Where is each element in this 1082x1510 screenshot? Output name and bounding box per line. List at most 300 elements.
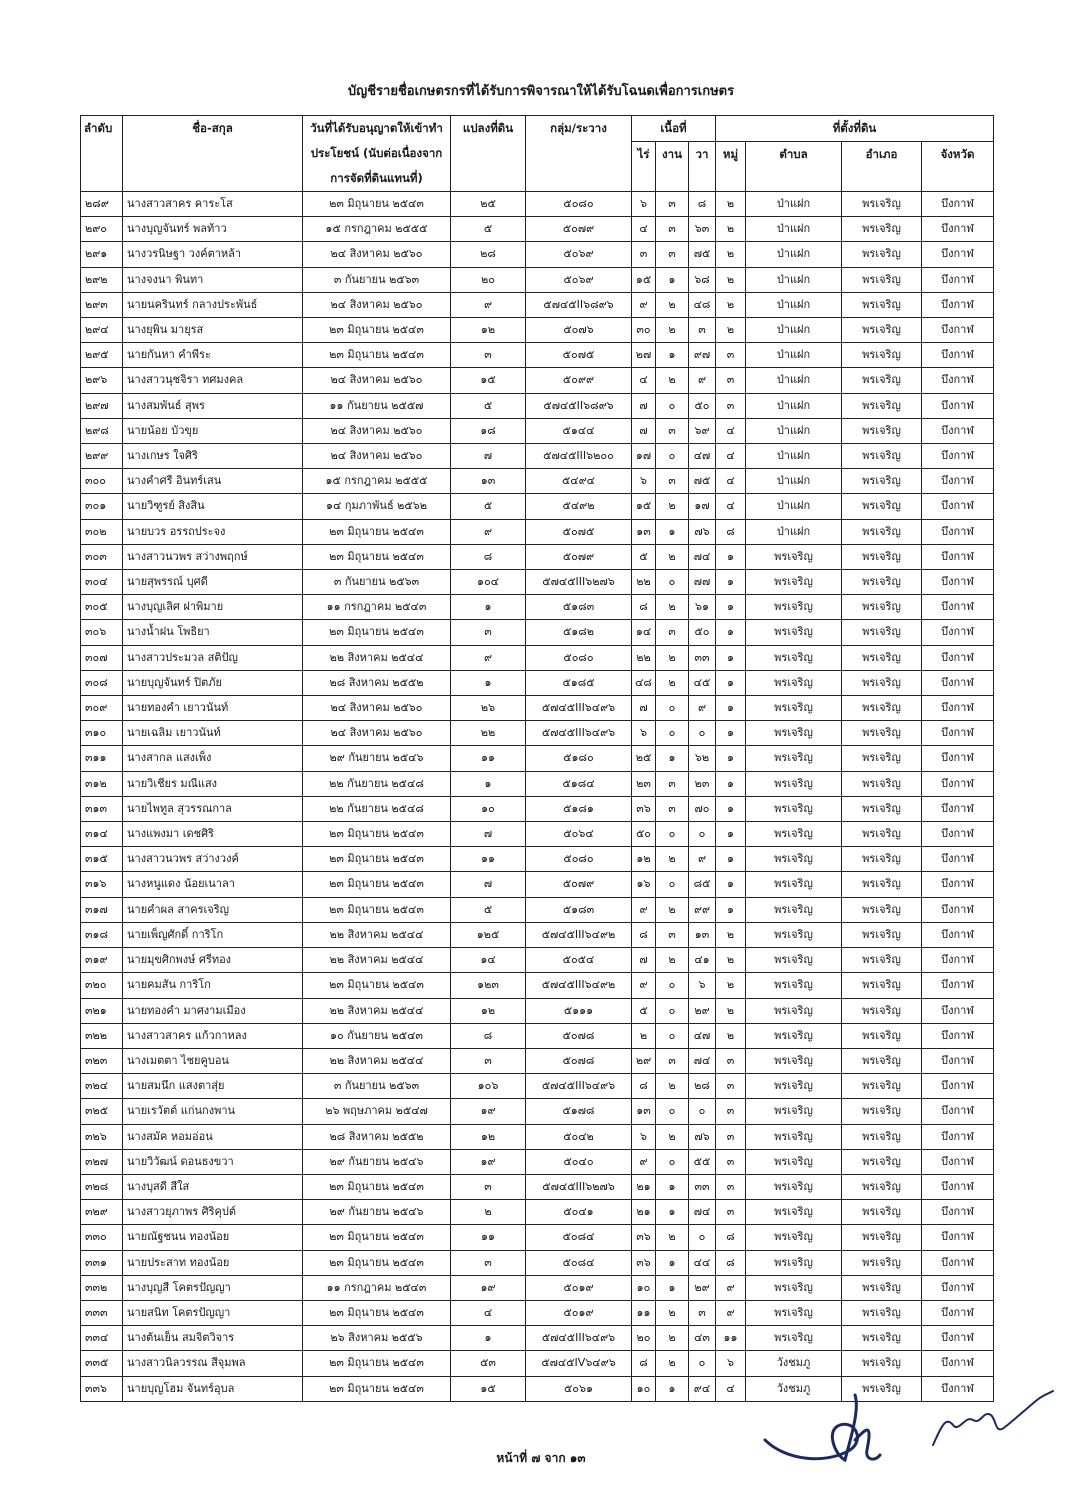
location-province: บึงกาฬ xyxy=(922,494,994,519)
location-province: บึงกาฬ xyxy=(922,645,994,670)
area-ngan: ๑ xyxy=(656,343,689,368)
location-tambon: พรเจริญ xyxy=(746,544,842,569)
location-province: บึงกาฬ xyxy=(922,872,994,897)
plot-number: ๓ xyxy=(451,343,526,368)
row-number: ๓๒๓ xyxy=(81,1048,123,1073)
area-rai: ๖ xyxy=(632,469,656,494)
plot-number: ๑ xyxy=(451,1326,526,1351)
plot-number: ๑๒๓ xyxy=(451,973,526,998)
location-moo: ๑ xyxy=(716,570,746,595)
area-ngan: ๒ xyxy=(656,948,689,973)
area-wa: ๙ xyxy=(689,696,716,721)
row-number: ๓๒๗ xyxy=(81,1149,123,1174)
location-amphoe: พรเจริญ xyxy=(842,670,922,695)
permit-date: ๒๓ มิถุนายน ๒๕๔๓ xyxy=(303,897,451,922)
row-number: ๓๐๑ xyxy=(81,494,123,519)
area-ngan: ๒ xyxy=(656,368,689,393)
group-sheet: ๕๗๔๕III๖๔๙๖ xyxy=(526,1074,632,1099)
location-moo: ๑๑ xyxy=(716,1326,746,1351)
area-ngan: ๓ xyxy=(656,1048,689,1073)
farmer-name: นางต้นเย็น สมจิตวิจาร xyxy=(123,1326,303,1351)
permit-date: ๒๙ กันยายน ๒๕๔๖ xyxy=(303,1200,451,1225)
farmer-name: นางบุสดี สีใส xyxy=(123,1174,303,1199)
plot-number: ๒๖ xyxy=(451,696,526,721)
area-wa: ๗๕ xyxy=(689,469,716,494)
area-wa: ๖๘ xyxy=(689,267,716,292)
row-number: ๒๙๐ xyxy=(81,217,123,242)
location-amphoe: พรเจริญ xyxy=(842,318,922,343)
row-number: ๓๐๘ xyxy=(81,670,123,695)
area-ngan: ๐ xyxy=(656,444,689,469)
area-ngan: ๐ xyxy=(656,570,689,595)
location-amphoe: พรเจริญ xyxy=(842,771,922,796)
farmer-name: นายวิวัฒน์ ดอนธงขวา xyxy=(123,1149,303,1174)
location-tambon: พรเจริญ xyxy=(746,645,842,670)
area-rai: ๕ xyxy=(632,544,656,569)
group-sheet: ๕๗๔๕III๖๒๗๖ xyxy=(526,570,632,595)
signature-mark-2 xyxy=(925,1385,1060,1455)
permit-date: ๒๔ สิงหาคม ๒๕๖๐ xyxy=(303,368,451,393)
farmer-name: นางแพงมา เดชศิริ xyxy=(123,822,303,847)
row-number: ๓๑๔ xyxy=(81,822,123,847)
group-sheet: ๕๐๖๑ xyxy=(526,1376,632,1401)
row-number: ๓๐๐ xyxy=(81,469,123,494)
location-province: บึงกาฬ xyxy=(922,1048,994,1073)
area-wa: ๔๓ xyxy=(689,1326,716,1351)
row-number: ๓๑๙ xyxy=(81,948,123,973)
location-tambon: ป่าแฝก xyxy=(746,393,842,418)
area-wa: ๔๔ xyxy=(689,1250,716,1275)
row-number: ๓๑๐ xyxy=(81,721,123,746)
area-wa: ๐ xyxy=(689,721,716,746)
group-sheet: ๕๐๗๘ xyxy=(526,1048,632,1073)
location-moo: ๒ xyxy=(716,267,746,292)
plot-number: ๙ xyxy=(451,645,526,670)
permit-date: ๓ กันยายน ๒๕๖๓ xyxy=(303,570,451,595)
group-sheet: ๕๑๘๐ xyxy=(526,746,632,771)
permit-date: ๒๓ มิถุนายน ๒๕๔๓ xyxy=(303,1174,451,1199)
permit-date: ๒๓ มิถุนายน ๒๕๔๓ xyxy=(303,343,451,368)
table-row xyxy=(81,1149,994,1174)
area-wa: ๔๗ xyxy=(689,444,716,469)
group-sheet: ๕๐๘๐ xyxy=(526,847,632,872)
area-wa: ๔๑ xyxy=(689,948,716,973)
permit-date: ๒๓ มิถุนายน ๒๕๔๓ xyxy=(303,1376,451,1401)
location-amphoe: พรเจริญ xyxy=(842,1300,922,1325)
location-amphoe: พรเจริญ xyxy=(842,948,922,973)
area-ngan: ๐ xyxy=(656,822,689,847)
location-amphoe: พรเจริญ xyxy=(842,469,922,494)
table-row xyxy=(81,1275,994,1300)
plot-number: ๗ xyxy=(451,872,526,897)
plot-number: ๑๒ xyxy=(451,998,526,1023)
area-rai: ๙ xyxy=(632,292,656,317)
location-tambon: ป่าแฝก xyxy=(746,368,842,393)
permit-date: ๒๖ พฤษภาคม ๒๕๔๗ xyxy=(303,1099,451,1124)
plot-number: ๒๐ xyxy=(451,267,526,292)
area-ngan: ๒ xyxy=(656,318,689,343)
table-row xyxy=(81,620,994,645)
header-location: ที่ตั้งที่ดิน xyxy=(716,116,994,142)
permit-date: ๒๒ สิงหาคม ๒๕๔๔ xyxy=(303,998,451,1023)
area-rai: ๗ xyxy=(632,393,656,418)
farmer-name: นายสุพรรณ์ บุศดี xyxy=(123,570,303,595)
header-area: เนื้อที่ xyxy=(632,116,716,142)
area-wa: ๗๖ xyxy=(689,519,716,544)
area-wa: ๙๗ xyxy=(689,343,716,368)
location-province: บึงกาฬ xyxy=(922,1149,994,1174)
location-moo: ๓ xyxy=(716,1074,746,1099)
location-tambon: พรเจริญ xyxy=(746,872,842,897)
location-amphoe: พรเจริญ xyxy=(842,872,922,897)
row-number: ๓๑๕ xyxy=(81,847,123,872)
location-amphoe: พรเจริญ xyxy=(842,544,922,569)
location-amphoe: พรเจริญ xyxy=(842,418,922,443)
group-sheet: ๕๔๙๒ xyxy=(526,494,632,519)
location-moo: ๒ xyxy=(716,1023,746,1048)
area-ngan: ๒ xyxy=(656,544,689,569)
area-wa: ๖๙ xyxy=(689,418,716,443)
plot-number: ๕ xyxy=(451,897,526,922)
plot-number: ๑๙ xyxy=(451,1275,526,1300)
plot-number: ๕ xyxy=(451,393,526,418)
plot-number: ๑ xyxy=(451,670,526,695)
location-amphoe: พรเจริญ xyxy=(842,1275,922,1300)
permit-date: ๒๒ กันยายน ๒๕๔๘ xyxy=(303,771,451,796)
group-sheet: ๕๐๗๙ xyxy=(526,217,632,242)
permit-date: ๒๒ สิงหาคม ๒๕๔๔ xyxy=(303,1048,451,1073)
location-province: บึงกาฬ xyxy=(922,670,994,695)
location-province: บึงกาฬ xyxy=(922,368,994,393)
row-number: ๓๐๖ xyxy=(81,620,123,645)
area-ngan: ๑ xyxy=(656,1174,689,1199)
table-row xyxy=(81,1300,994,1325)
location-tambon: พรเจริญ xyxy=(746,1048,842,1073)
location-moo: ๙ xyxy=(716,1275,746,1300)
area-ngan: ๓ xyxy=(656,242,689,267)
location-tambon: พรเจริญ xyxy=(746,1250,842,1275)
area-rai: ๒๒ xyxy=(632,570,656,595)
plot-number: ๑๒ xyxy=(451,1124,526,1149)
document-title: บัญชีรายชื่อเกษตรกรที่ได้รับการพิจารณาให้ได้รับโฉนดเพื่อการเกษตร xyxy=(347,84,735,99)
farmer-name: นายวิฑูรย์ สิงสิน xyxy=(123,494,303,519)
location-province: บึงกาฬ xyxy=(922,393,994,418)
area-rai: ๒ xyxy=(632,1023,656,1048)
area-ngan: ๐ xyxy=(656,1099,689,1124)
location-moo: ๒ xyxy=(716,292,746,317)
farmer-name: นายนครินทร์ กลางประพันธ์ xyxy=(123,292,303,317)
area-wa: ๘ xyxy=(689,192,716,217)
table-row xyxy=(81,670,994,695)
location-amphoe: พรเจริญ xyxy=(842,519,922,544)
location-tambon: ป่าแฝก xyxy=(746,192,842,217)
farmer-name: นายคำผล สาครเจริญ xyxy=(123,897,303,922)
row-number: ๒๙๙ xyxy=(81,444,123,469)
group-sheet: ๕๐๘๐ xyxy=(526,192,632,217)
location-amphoe: พรเจริญ xyxy=(842,217,922,242)
area-wa: ๒๙ xyxy=(689,1275,716,1300)
plot-number: ๑๐๖ xyxy=(451,1074,526,1099)
plot-number: ๕ xyxy=(451,217,526,242)
area-rai: ๗ xyxy=(632,418,656,443)
location-moo: ๑ xyxy=(716,872,746,897)
group-sheet: ๕๗๔๕III๖๔๙๖ xyxy=(526,1326,632,1351)
location-province: บึงกาฬ xyxy=(922,1225,994,1250)
farmer-name: นางสาวประมวล สติปัญ xyxy=(123,645,303,670)
plot-number: ๓ xyxy=(451,1048,526,1073)
location-province: บึงกาฬ xyxy=(922,620,994,645)
table-row xyxy=(81,822,994,847)
area-rai: ๒๓ xyxy=(632,771,656,796)
location-moo: ๑ xyxy=(716,796,746,821)
permit-date: ๑๑ กรกฎาคม ๒๕๔๓ xyxy=(303,595,451,620)
farmer-name: นายสนิท โคตรปัญญา xyxy=(123,1300,303,1325)
area-wa: ๔๘ xyxy=(689,292,716,317)
plot-number: ๕๓ xyxy=(451,1351,526,1376)
group-sheet: ๕๐๑๙ xyxy=(526,1275,632,1300)
location-moo: ๔ xyxy=(716,1376,746,1401)
area-rai: ๖ xyxy=(632,1124,656,1149)
permit-date: ๑๔ กุมภาพันธ์ ๒๕๖๒ xyxy=(303,494,451,519)
location-tambon: พรเจริญ xyxy=(746,670,842,695)
group-sheet: ๕๐๗๙ xyxy=(526,544,632,569)
permit-date: ๒๓ มิถุนายน ๒๕๔๓ xyxy=(303,822,451,847)
location-amphoe: พรเจริญ xyxy=(842,1326,922,1351)
location-tambon: ป่าแฝก xyxy=(746,217,842,242)
plot-number: ๑๒๕ xyxy=(451,922,526,947)
area-wa: ๗๖ xyxy=(689,1124,716,1149)
location-moo: ๙ xyxy=(716,1300,746,1325)
plot-number: ๑๒ xyxy=(451,318,526,343)
table-row xyxy=(81,1099,994,1124)
area-wa: ๙ xyxy=(689,847,716,872)
location-moo: ๔ xyxy=(716,494,746,519)
location-amphoe: พรเจริญ xyxy=(842,494,922,519)
table-row xyxy=(81,544,994,569)
area-wa: ๙ xyxy=(689,368,716,393)
location-amphoe: พรเจริญ xyxy=(842,192,922,217)
area-wa: ๙๙ xyxy=(689,897,716,922)
group-sheet: ๕๑๘๕ xyxy=(526,670,632,695)
area-rai: ๕ xyxy=(632,998,656,1023)
row-number: ๓๐๓ xyxy=(81,544,123,569)
location-amphoe: พรเจริญ xyxy=(842,1124,922,1149)
location-moo: ๒ xyxy=(716,948,746,973)
table-row xyxy=(81,973,994,998)
location-province: บึงกาฬ xyxy=(922,544,994,569)
location-amphoe: พรเจริญ xyxy=(842,1149,922,1174)
group-sheet: ๕๗๔๕III๖๒๗๖ xyxy=(526,1174,632,1199)
row-number: ๓๓๓ xyxy=(81,1300,123,1325)
location-province: บึงกาฬ xyxy=(922,1023,994,1048)
row-number: ๒๙๕ xyxy=(81,343,123,368)
table-row xyxy=(81,1200,994,1225)
location-province: บึงกาฬ xyxy=(922,1351,994,1376)
location-amphoe: พรเจริญ xyxy=(842,1200,922,1225)
location-tambon: พรเจริญ xyxy=(746,1275,842,1300)
location-moo: ๑ xyxy=(716,771,746,796)
permit-date: ๒๓ มิถุนายน ๒๕๔๓ xyxy=(303,872,451,897)
location-tambon: ป่าแฝก xyxy=(746,444,842,469)
location-moo: ๒ xyxy=(716,192,746,217)
location-amphoe: พรเจริญ xyxy=(842,1023,922,1048)
location-tambon: พรเจริญ xyxy=(746,897,842,922)
permit-date: ๑๕ กรกฎาคม ๒๕๕๕ xyxy=(303,469,451,494)
location-province: บึงกาฬ xyxy=(922,242,994,267)
table-row xyxy=(81,696,994,721)
table-row xyxy=(81,771,994,796)
location-moo: ๑ xyxy=(716,847,746,872)
table-row xyxy=(81,1225,994,1250)
location-amphoe: พรเจริญ xyxy=(842,368,922,393)
location-tambon: พรเจริญ xyxy=(746,1225,842,1250)
farmer-name: นายบวร อรรถประจง xyxy=(123,519,303,544)
location-province: บึงกาฬ xyxy=(922,1174,994,1199)
location-province: บึงกาฬ xyxy=(922,1376,994,1401)
area-rai: ๙ xyxy=(632,973,656,998)
location-tambon: พรเจริญ xyxy=(746,620,842,645)
area-wa: ๕๐ xyxy=(689,620,716,645)
location-tambon: พรเจริญ xyxy=(746,998,842,1023)
permit-date: ๒๒ สิงหาคม ๒๕๔๔ xyxy=(303,922,451,947)
area-ngan: ๒ xyxy=(656,645,689,670)
area-wa: ๓ xyxy=(689,1300,716,1325)
location-province: บึงกาฬ xyxy=(922,796,994,821)
area-rai: ๑๖ xyxy=(632,872,656,897)
plot-number: ๑ xyxy=(451,595,526,620)
location-tambon: ป่าแฝก xyxy=(746,519,842,544)
area-rai: ๒๗ xyxy=(632,343,656,368)
location-province: บึงกาฬ xyxy=(922,192,994,217)
location-province: บึงกาฬ xyxy=(922,1074,994,1099)
location-tambon: ป่าแฝก xyxy=(746,292,842,317)
farmer-name: นางบุญเลิศ ฝาพิมาย xyxy=(123,595,303,620)
group-sheet: ๕๐๖๔ xyxy=(526,822,632,847)
permit-date: ๒๔ สิงหาคม ๒๕๖๐ xyxy=(303,721,451,746)
table-row xyxy=(81,217,994,242)
table-row xyxy=(81,368,994,393)
header-date: วันที่ได้รับอนุญาตให้เข้าทำประโยชน์ (นับต่อเนื่องจากการจัดที่ดินแทนที่) xyxy=(303,116,451,192)
location-amphoe: พรเจริญ xyxy=(842,1250,922,1275)
location-moo: ๓ xyxy=(716,1200,746,1225)
location-moo: ๑ xyxy=(716,595,746,620)
location-province: บึงกาฬ xyxy=(922,469,994,494)
group-sheet: ๕๐๔๑ xyxy=(526,1200,632,1225)
area-ngan: ๑ xyxy=(656,519,689,544)
area-rai: ๑๑ xyxy=(632,1300,656,1325)
area-rai: ๒๑ xyxy=(632,1174,656,1199)
plot-number: ๑๑ xyxy=(451,847,526,872)
table-row xyxy=(81,469,994,494)
table-row xyxy=(81,1074,994,1099)
row-number: ๓๒๘ xyxy=(81,1174,123,1199)
permit-date: ๒๓ มิถุนายน ๒๕๔๓ xyxy=(303,318,451,343)
plot-number: ๓ xyxy=(451,1250,526,1275)
row-number: ๓๑๒ xyxy=(81,771,123,796)
row-number: ๒๙๗ xyxy=(81,393,123,418)
area-rai: ๑๓ xyxy=(632,519,656,544)
table-row xyxy=(81,318,994,343)
group-sheet: ๕๑๘๑ xyxy=(526,796,632,821)
table-row xyxy=(81,494,994,519)
location-tambon: ป่าแฝก xyxy=(746,242,842,267)
location-moo: ๑ xyxy=(716,696,746,721)
location-province: บึงกาฬ xyxy=(922,1300,994,1325)
location-moo: ๔ xyxy=(716,418,746,443)
table-row xyxy=(81,444,994,469)
area-ngan: ๑ xyxy=(656,1376,689,1401)
farmer-name: นางสาวนุชจิรา ทศมงคล xyxy=(123,368,303,393)
area-wa: ๗๔ xyxy=(689,1200,716,1225)
location-amphoe: พรเจริญ xyxy=(842,1225,922,1250)
location-moo: ๔ xyxy=(716,444,746,469)
row-number: ๓๓๒ xyxy=(81,1275,123,1300)
area-ngan: ๒ xyxy=(656,595,689,620)
group-sheet: ๕๗๔๕III๖๔๙๖ xyxy=(526,696,632,721)
area-wa: ๑๓ xyxy=(689,922,716,947)
table-row xyxy=(81,721,994,746)
header-amphoe: อำเภอ xyxy=(842,142,922,192)
location-moo: ๘ xyxy=(716,1250,746,1275)
table-row xyxy=(81,922,994,947)
area-rai: ๒๐ xyxy=(632,1326,656,1351)
table-row xyxy=(81,847,994,872)
group-sheet: ๕๑๗๘ xyxy=(526,1099,632,1124)
group-sheet: ๕๐๕๔ xyxy=(526,948,632,973)
farmer-name: นายสมนึก แสงตาสุ่ย xyxy=(123,1074,303,1099)
farmer-name: นายประสาท ทองน้อย xyxy=(123,1250,303,1275)
permit-date: ๑๐ กันยายน ๒๕๔๓ xyxy=(303,1023,451,1048)
area-wa: ๓ xyxy=(689,318,716,343)
location-moo: ๔ xyxy=(716,469,746,494)
farmer-name: นางวรนิษฐา วงค์ตาหล้า xyxy=(123,242,303,267)
area-rai: ๑๐ xyxy=(632,1376,656,1401)
location-tambon: พรเจริญ xyxy=(746,1326,842,1351)
location-province: บึงกาฬ xyxy=(922,217,994,242)
plot-number: ๘ xyxy=(451,1023,526,1048)
row-number: ๓๒๙ xyxy=(81,1200,123,1225)
header-moo: หมู่ xyxy=(716,142,746,192)
location-province: บึงกาฬ xyxy=(922,444,994,469)
plot-number: ๓ xyxy=(451,1174,526,1199)
farmer-name: นางสาวนวพร สว่างพฤกษ์ xyxy=(123,544,303,569)
table-row xyxy=(81,1174,994,1199)
farmer-name: นางหนูแดง น้อยเนาลา xyxy=(123,872,303,897)
plot-number: ๙ xyxy=(451,519,526,544)
farmer-name: นางบุญสี โคตรปัญญา xyxy=(123,1275,303,1300)
location-amphoe: พรเจริญ xyxy=(842,595,922,620)
row-number: ๓๐๕ xyxy=(81,595,123,620)
area-rai: ๘ xyxy=(632,922,656,947)
group-sheet: ๕๑๘๓ xyxy=(526,897,632,922)
area-rai: ๘ xyxy=(632,1351,656,1376)
plot-number: ๒๘ xyxy=(451,242,526,267)
location-amphoe: พรเจริญ xyxy=(842,645,922,670)
location-tambon: พรเจริญ xyxy=(746,1200,842,1225)
group-sheet: ๕๐๔๐ xyxy=(526,1149,632,1174)
location-amphoe: พรเจริญ xyxy=(842,1074,922,1099)
location-amphoe: พรเจริญ xyxy=(842,343,922,368)
area-wa: ๕๕ xyxy=(689,1149,716,1174)
area-ngan: ๒ xyxy=(656,670,689,695)
area-ngan: ๒ xyxy=(656,292,689,317)
table-row xyxy=(81,1351,994,1376)
location-moo: ๑ xyxy=(716,620,746,645)
group-sheet: ๕๐๗๘ xyxy=(526,1023,632,1048)
permit-date: ๑๑ กันยายน ๒๕๕๗ xyxy=(303,393,451,418)
area-wa: ๖๒ xyxy=(689,746,716,771)
permit-date: ๒๓ มิถุนายน ๒๕๔๓ xyxy=(303,620,451,645)
